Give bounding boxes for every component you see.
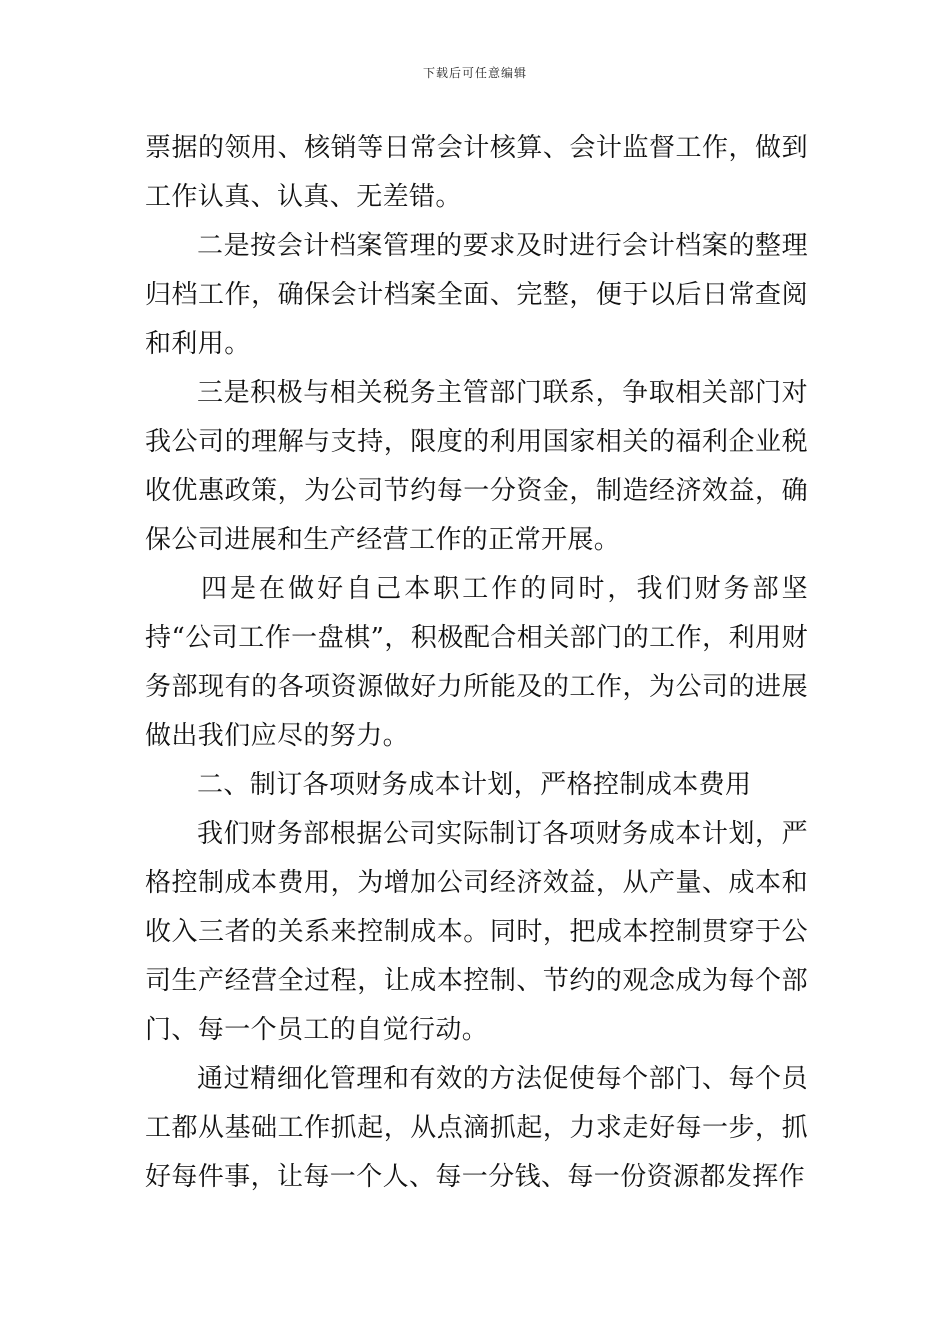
section-heading-cost-plan: 二、制订各项财务成本计划，严格控制成本费用 <box>197 770 752 800</box>
page-header: 下载后可任意编辑 <box>422 66 527 80</box>
paragraph-cooperation: 四是在做好自己本职工作的同时，我们财务部坚持“公司工作一盘棋”，积极配合相关部门的工作，利用财务部现有的各项资源做好力所能及的工作，为公司的进展做出我们应尽的努力。 <box>145 574 808 751</box>
paragraph-refined-management: 通过精细化管理和有效的方法促使每个部门、每个员工都从基础工作抓起，从点滴抓起，力求走好每一步，抓好每件事，让每一个人、每一分钱、每一份资源都发挥作 <box>145 1064 808 1192</box>
document-body <box>145 124 808 1202</box>
paragraph-cost-control: 我们财务部根据公司实际制订各项财务成本计划，严格控制成本费用，为增加公司经济效益，从产量、成本和收入三者的关系来控制成本。同时，把成本控制贯穿于公司生产经营全过程，让成本控制、节约的观念成为每个部门、每一个员工的自觉行动。 <box>145 819 808 1045</box>
paragraph-archive-management: 二是按会计档案管理的要求及时进行会计档案的整理归档工作，确保会计档案全面、完整，便于以后日常查阅和利用。 <box>145 231 808 359</box>
paragraph-accounting-duties: 票据的领用、核销等日常会计核算、会计监督工作，做到工作认真、认真、无差错。 <box>145 133 808 212</box>
paragraph-tax-liaison: 三是积极与相关税务主管部门联系，争取相关部门对我公司的理解与支持，限度的利用国家相关的福利企业税收优惠政策，为公司节约每一分资金，制造经济效益，确保公司进展和生产经营工作的正常开展。 <box>145 378 808 555</box>
